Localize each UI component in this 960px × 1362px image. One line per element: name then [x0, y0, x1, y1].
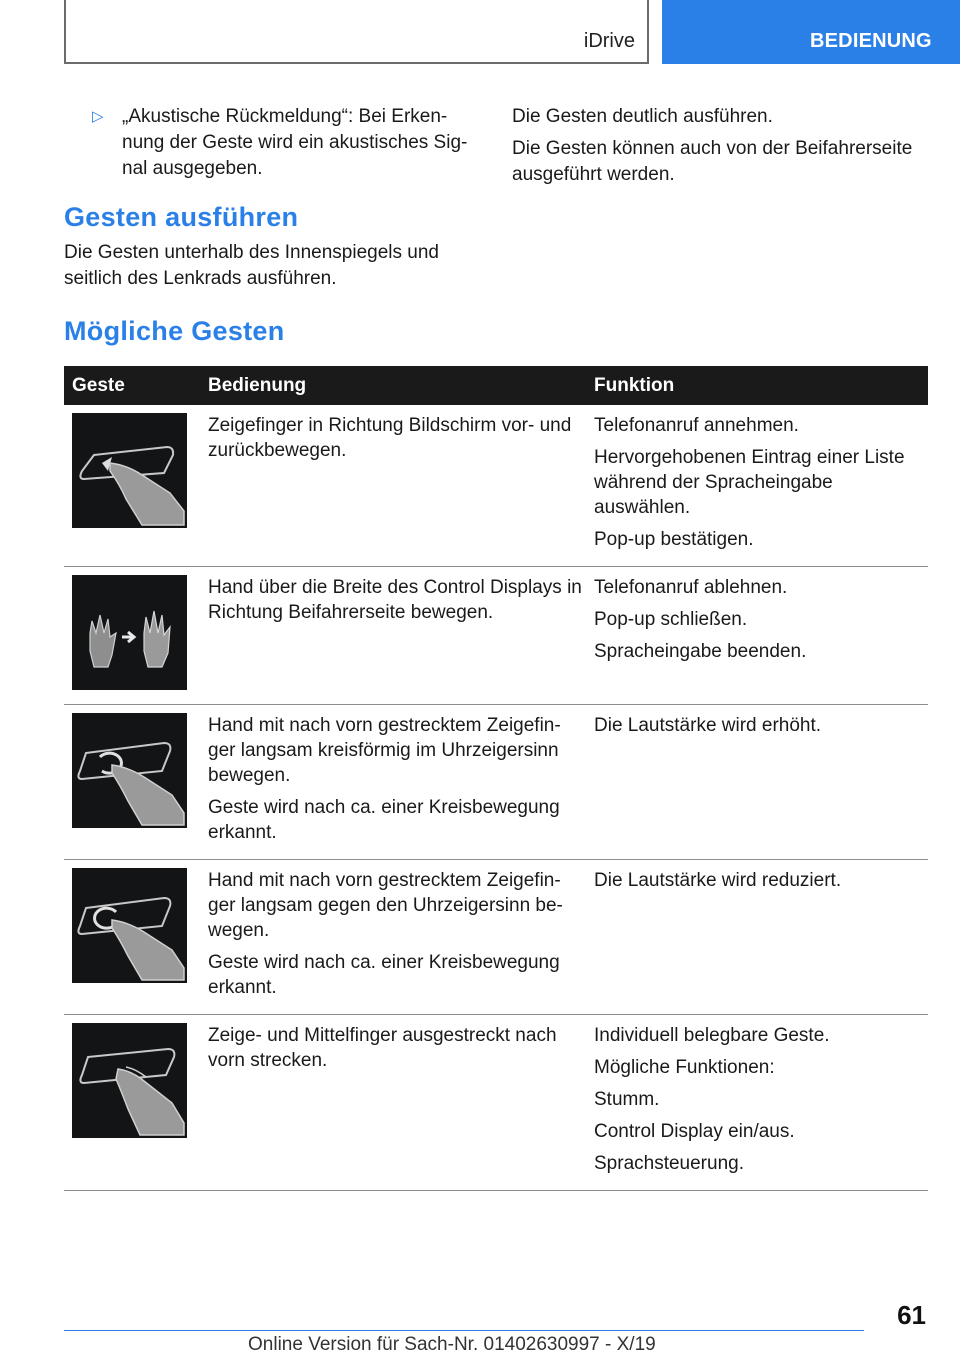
- gesture-cell: [64, 705, 200, 860]
- point-forward-gesture-icon: [72, 413, 187, 528]
- gesture-cell: [64, 860, 200, 1015]
- operation-cell: [200, 705, 586, 860]
- header-frame: [64, 0, 649, 64]
- operation-text: Zeige- und Mittelfinger ausgestreckt nach vorn strecken.: [208, 1025, 557, 1071]
- rotate-counterclockwise-gesture-icon: [72, 868, 187, 983]
- function-text: Control Display ein/aus.: [594, 1121, 795, 1142]
- function-text: Die Lautstärke wird erhöht.: [594, 715, 822, 736]
- header-section: iDrive: [583, 30, 635, 52]
- table-row: [64, 1015, 928, 1191]
- rotate-clockwise-gesture-icon: [72, 713, 187, 828]
- function-text: Stumm.: [594, 1089, 660, 1110]
- footer-divider: [64, 1330, 864, 1331]
- operation-text: Hand mit nach vorn gestrecktem Zeigefin-ger langsam gegen den Uhrzeigersinn be-wegen.: [208, 870, 563, 941]
- function-text: Hervorgehobenen Eintrag einer Liste während der Spracheingabe auswählen.: [594, 447, 905, 518]
- column-header-function: Funktion: [586, 366, 928, 405]
- function-text: Telefonanruf annehmen.: [594, 415, 799, 436]
- bullet-triangle-icon: ▷: [92, 108, 104, 125]
- function-text: Die Lautstärke wird reduziert.: [594, 870, 842, 891]
- function-text: Pop-up bestätigen.: [594, 529, 754, 550]
- function-text: Pop-up schließen.: [594, 609, 748, 630]
- execute-paragraph: Die Gesten unterhalb des Innenspiegels und seitlich des Lenkrads ausführen.: [64, 242, 439, 289]
- operation-cell: [200, 567, 586, 705]
- section-heading-execute: Gesten ausführen: [64, 202, 299, 232]
- bullet-text: „Akustische Rückmeldung“: Bei Erken-nung der Geste wird ein akustisches Sig-nal ausgegeben.: [122, 106, 468, 179]
- function-text: Mögliche Funktionen:: [594, 1057, 775, 1078]
- gesture-cell: [64, 405, 200, 567]
- right-column-text: [512, 104, 922, 188]
- operation-text: Hand mit nach vorn gestrecktem Zeigefin-ger langsam kreisförmig im Uhrzeigersinn bewegen.: [208, 715, 561, 786]
- function-cell: [586, 1015, 928, 1191]
- function-text: Sprachsteuerung.: [594, 1153, 744, 1174]
- page-number: 61: [897, 1300, 926, 1330]
- two-finger-gesture-icon: [72, 1023, 187, 1138]
- table-row: [64, 705, 928, 860]
- column-header-gesture: Geste: [64, 366, 200, 405]
- section-heading-gestures: Mögliche Gesten: [64, 316, 285, 346]
- operation-cell: [200, 1015, 586, 1191]
- operation-cell: [200, 405, 586, 567]
- function-text: Spracheingabe beenden.: [594, 641, 807, 662]
- bullet-item: [92, 104, 472, 182]
- operation-text: Zeigefinger in Richtung Bildschirm vor- und zurückbewegen.: [208, 415, 572, 461]
- function-text: Individuell belegbare Geste.: [594, 1025, 830, 1046]
- table-header-row: [64, 366, 928, 405]
- swipe-hand-gesture-icon: [72, 575, 187, 690]
- operation-text: Geste wird nach ca. einer Kreisbewegung erkannt.: [208, 797, 560, 843]
- gesture-cell: [64, 1015, 200, 1191]
- gesture-table: [64, 366, 928, 1191]
- operation-text: Geste wird nach ca. einer Kreisbewegung erkannt.: [208, 952, 560, 998]
- operation-cell: [200, 860, 586, 1015]
- operation-text: Hand über die Breite des Control Displays in Richtung Beifahrerseite bewegen.: [208, 577, 582, 623]
- function-cell: [586, 860, 928, 1015]
- function-cell: [586, 567, 928, 705]
- table-row: [64, 405, 928, 567]
- function-cell: [586, 405, 928, 567]
- function-text: Telefonanruf ablehnen.: [594, 577, 788, 598]
- paragraph: Die Gesten können auch von der Beifahrerseite ausgeführt werden.: [512, 138, 913, 185]
- column-header-operation: Bedienung: [200, 366, 586, 405]
- header-chapter-tab: BEDIENUNG: [662, 0, 960, 64]
- table-row: [64, 567, 928, 705]
- footer-text: Online Version für Sach-Nr. 01402630997 - X/19: [248, 1334, 656, 1355]
- function-cell: [586, 705, 928, 860]
- table-row: [64, 860, 928, 1015]
- gesture-cell: [64, 567, 200, 705]
- paragraph: Die Gesten deutlich ausführen.: [512, 106, 773, 127]
